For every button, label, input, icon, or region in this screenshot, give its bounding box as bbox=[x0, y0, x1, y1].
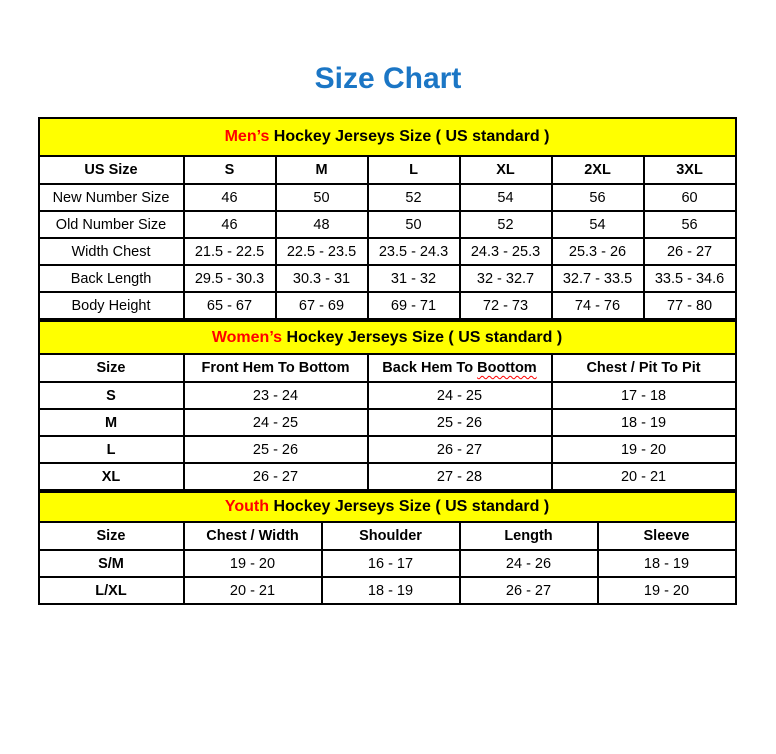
column-header: Front Hem To Bottom bbox=[184, 354, 368, 382]
value-cell: 77 - 80 bbox=[644, 292, 736, 319]
value-cell: 33.5 - 34.6 bbox=[644, 265, 736, 292]
column-header: XL bbox=[460, 156, 552, 184]
section-brand-mens: Men’s bbox=[224, 128, 270, 145]
column-header: Chest / Width bbox=[184, 522, 322, 550]
section-banner-youth bbox=[39, 492, 736, 522]
value-cell: 50 bbox=[276, 184, 368, 211]
value-cell: 20 - 21 bbox=[552, 463, 736, 490]
column-header: Size bbox=[39, 354, 184, 382]
section-brand-youth: Youth bbox=[224, 498, 270, 515]
value-cell: 69 - 71 bbox=[368, 292, 460, 319]
value-cell: 52 bbox=[460, 211, 552, 238]
table-row bbox=[39, 577, 736, 604]
value-cell: 24 - 25 bbox=[184, 409, 368, 436]
table-row bbox=[39, 436, 736, 463]
value-cell: 54 bbox=[552, 211, 644, 238]
table-row bbox=[39, 265, 736, 292]
table-row bbox=[39, 550, 736, 577]
section-banner-mens bbox=[39, 118, 736, 156]
row-label: Body Height bbox=[39, 292, 184, 319]
row-label: Old Number Size bbox=[39, 211, 184, 238]
value-cell: 32.7 - 33.5 bbox=[552, 265, 644, 292]
misspelled-word: Boottom bbox=[477, 360, 537, 376]
column-header: 3XL bbox=[644, 156, 736, 184]
row-label: New Number Size bbox=[39, 184, 184, 211]
column-header-text: Back Hem To bbox=[382, 360, 474, 376]
value-cell: 52 bbox=[368, 184, 460, 211]
page-title: Size Chart bbox=[314, 62, 462, 95]
value-cell: 29.5 - 30.3 bbox=[184, 265, 276, 292]
value-cell: 24.3 - 25.3 bbox=[460, 238, 552, 265]
table-row bbox=[39, 211, 736, 238]
value-cell: 25.3 - 26 bbox=[552, 238, 644, 265]
value-cell: 26 - 27 bbox=[368, 436, 552, 463]
column-header bbox=[368, 354, 552, 382]
value-cell: 31 - 32 bbox=[368, 265, 460, 292]
value-cell: 18 - 19 bbox=[552, 409, 736, 436]
table-row bbox=[39, 238, 736, 265]
value-cell: 30.3 - 31 bbox=[276, 265, 368, 292]
column-header: 2XL bbox=[552, 156, 644, 184]
value-cell: 20 - 21 bbox=[184, 577, 322, 604]
table-row bbox=[39, 463, 736, 490]
value-cell: 54 bbox=[460, 184, 552, 211]
column-header: M bbox=[276, 156, 368, 184]
value-cell: 18 - 19 bbox=[322, 577, 460, 604]
row-label: S/M bbox=[39, 550, 184, 577]
value-cell: 16 - 17 bbox=[322, 550, 460, 577]
row-label: S bbox=[39, 382, 184, 409]
value-cell: 56 bbox=[552, 184, 644, 211]
value-cell: 24 - 25 bbox=[368, 382, 552, 409]
section-banner-womens bbox=[39, 321, 736, 354]
womens-size-table bbox=[38, 320, 737, 491]
column-header: Sleeve bbox=[598, 522, 736, 550]
column-header: S bbox=[184, 156, 276, 184]
value-cell: 46 bbox=[184, 184, 276, 211]
value-cell: 25 - 26 bbox=[368, 409, 552, 436]
value-cell: 50 bbox=[368, 211, 460, 238]
table-row bbox=[39, 292, 736, 319]
column-header: L bbox=[368, 156, 460, 184]
value-cell: 56 bbox=[644, 211, 736, 238]
value-cell: 65 - 67 bbox=[184, 292, 276, 319]
value-cell: 46 bbox=[184, 211, 276, 238]
table-row bbox=[39, 409, 736, 436]
table-row bbox=[39, 382, 736, 409]
value-cell: 72 - 73 bbox=[460, 292, 552, 319]
column-header: Shoulder bbox=[322, 522, 460, 550]
value-cell: 26 - 27 bbox=[644, 238, 736, 265]
value-cell: 19 - 20 bbox=[184, 550, 322, 577]
section-banner-womens-text: Hockey Jerseys Size ( US standard ) bbox=[282, 328, 563, 346]
value-cell: 21.5 - 22.5 bbox=[184, 238, 276, 265]
value-cell: 25 - 26 bbox=[184, 436, 368, 463]
value-cell: 19 - 20 bbox=[552, 436, 736, 463]
row-label: Back Length bbox=[39, 265, 184, 292]
value-cell: 22.5 - 23.5 bbox=[276, 238, 368, 265]
column-header: US Size bbox=[39, 156, 184, 184]
section-banner-youth-text: Hockey Jerseys Size ( US standard ) bbox=[269, 498, 550, 515]
size-chart bbox=[38, 117, 739, 605]
row-label: XL bbox=[39, 463, 184, 490]
value-cell: 19 - 20 bbox=[598, 577, 736, 604]
section-banner-mens-text: Hockey Jerseys Size ( US standard ) bbox=[269, 128, 550, 145]
row-label: L bbox=[39, 436, 184, 463]
value-cell: 48 bbox=[276, 211, 368, 238]
value-cell: 60 bbox=[644, 184, 736, 211]
youth-size-table bbox=[38, 491, 737, 605]
value-cell: 23 - 24 bbox=[184, 382, 368, 409]
value-cell: 32 - 32.7 bbox=[460, 265, 552, 292]
row-label: Width Chest bbox=[39, 238, 184, 265]
column-header: Length bbox=[460, 522, 598, 550]
value-cell: 74 - 76 bbox=[552, 292, 644, 319]
table-row bbox=[39, 184, 736, 211]
section-brand-womens: Women’s bbox=[211, 328, 283, 346]
value-cell: 27 - 28 bbox=[368, 463, 552, 490]
row-label: M bbox=[39, 409, 184, 436]
column-header: Chest / Pit To Pit bbox=[552, 354, 736, 382]
row-label: L/XL bbox=[39, 577, 184, 604]
value-cell: 67 - 69 bbox=[276, 292, 368, 319]
value-cell: 26 - 27 bbox=[184, 463, 368, 490]
value-cell: 24 - 26 bbox=[460, 550, 598, 577]
mens-size-table bbox=[38, 117, 737, 320]
value-cell: 18 - 19 bbox=[598, 550, 736, 577]
value-cell: 17 - 18 bbox=[552, 382, 736, 409]
value-cell: 23.5 - 24.3 bbox=[368, 238, 460, 265]
column-header: Size bbox=[39, 522, 184, 550]
value-cell: 26 - 27 bbox=[460, 577, 598, 604]
